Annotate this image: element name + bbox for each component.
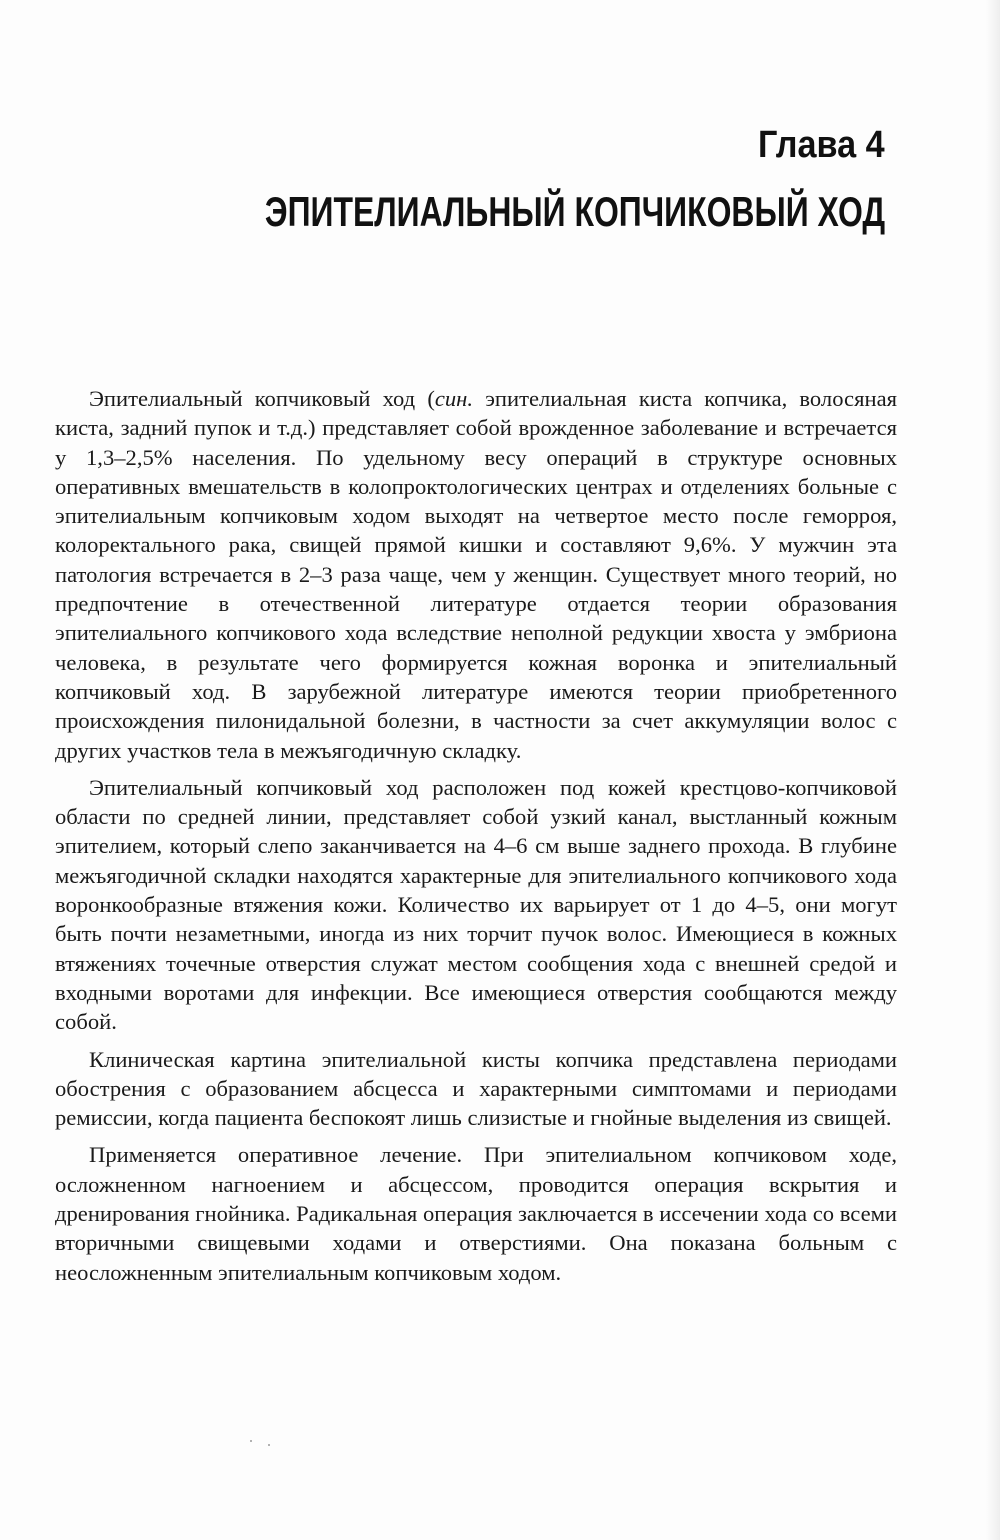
paragraph-definition-rest: эпителиальная киста копчика, волосяная киста, задний пупок и т.д.) представляет собой врожденное заболевание и встречается у 1,3–2,5% населения. По удельному весу операций в структуре основных оперативных вмешательств в колопроктологических центрах и отделениях больные с эпителиальным копчиковым ходом выходят на четвертое место после геморроя, колоректального рака, свищей прямой кишки и составляют 9,6%. У мужчин эта патология встречается в 2–3 раза чаще, чем у женщин. Существует много теорий, но предпочтение в отечественной литературе отдается теории образования эпителиального копчикового хода вследствие неполной редукции хвоста у эмбриона человека, в результате чего формируется кожная воронка и эпителиальный копчиковый ход. В зарубежной литературе имеются теории приобретенного происхождения пилонидальной болезни, в частности за счет аккумуляции волос с других участков тела в межъягодичную складку. (55, 386, 897, 763)
speck (268, 1444, 270, 1446)
chapter-title: ЭПИТЕЛИАЛЬНЫЙ КОПЧИКОВЫЙ ХОД (264, 188, 885, 235)
body-text (55, 384, 897, 1295)
paragraph-clinical-picture: Клиническая картина эпителиальной кисты копчика представлена периодами обострения с образованием абсцесса и характерными симптомами и периодами ремиссии, когда пациента беспокоят лишь слизистые и гнойные выделения из свищей. (55, 1046, 897, 1131)
paragraph-definition-start: Эпителиальный копчиковый ход ( (89, 386, 435, 411)
speck (250, 1440, 252, 1442)
abbreviation-syn: син. (434, 386, 474, 411)
page-edge-shadow (986, 0, 1000, 1540)
paragraph-anatomy: Эпителиальный копчиковый ход расположен под кожей крестцово-копчиковой области по средней линии, представляет собой узкий канал, выстланный кожным эпителием, который слепо заканчивается на 4–6 см выше заднего прохода. В глубине межъягодичной складки находятся характерные для эпителиального копчикового хода воронкообразные втяжения кожи. Количество их варьирует от 1 до 4–5, они могут быть почти незаметными, иногда из них торчит пучок волос. Имеющиеся в кожных втяжениях точечные отверстия служат местом сообщения хода с внешней средой и входными воротами для инфекции. Все имеющиеся отверстия сообщаются между собой. (55, 774, 897, 1035)
scan-specks (250, 1440, 280, 1450)
paragraph-definition (55, 384, 897, 765)
chapter-label: Глава 4 (758, 124, 885, 166)
paragraph-treatment: Применяется оперативное лечение. При эпителиальном копчиковом ходе, осложненном нагноением и абсцессом, проводится операция вскрытия и дренирования гнойника. Радикальная операция заключается в иссечении хода со всеми вторичными свищевыми ходами и отверстиями. Она показана больным с неосложненным эпителиальным копчиковым ходом. (55, 1142, 897, 1285)
